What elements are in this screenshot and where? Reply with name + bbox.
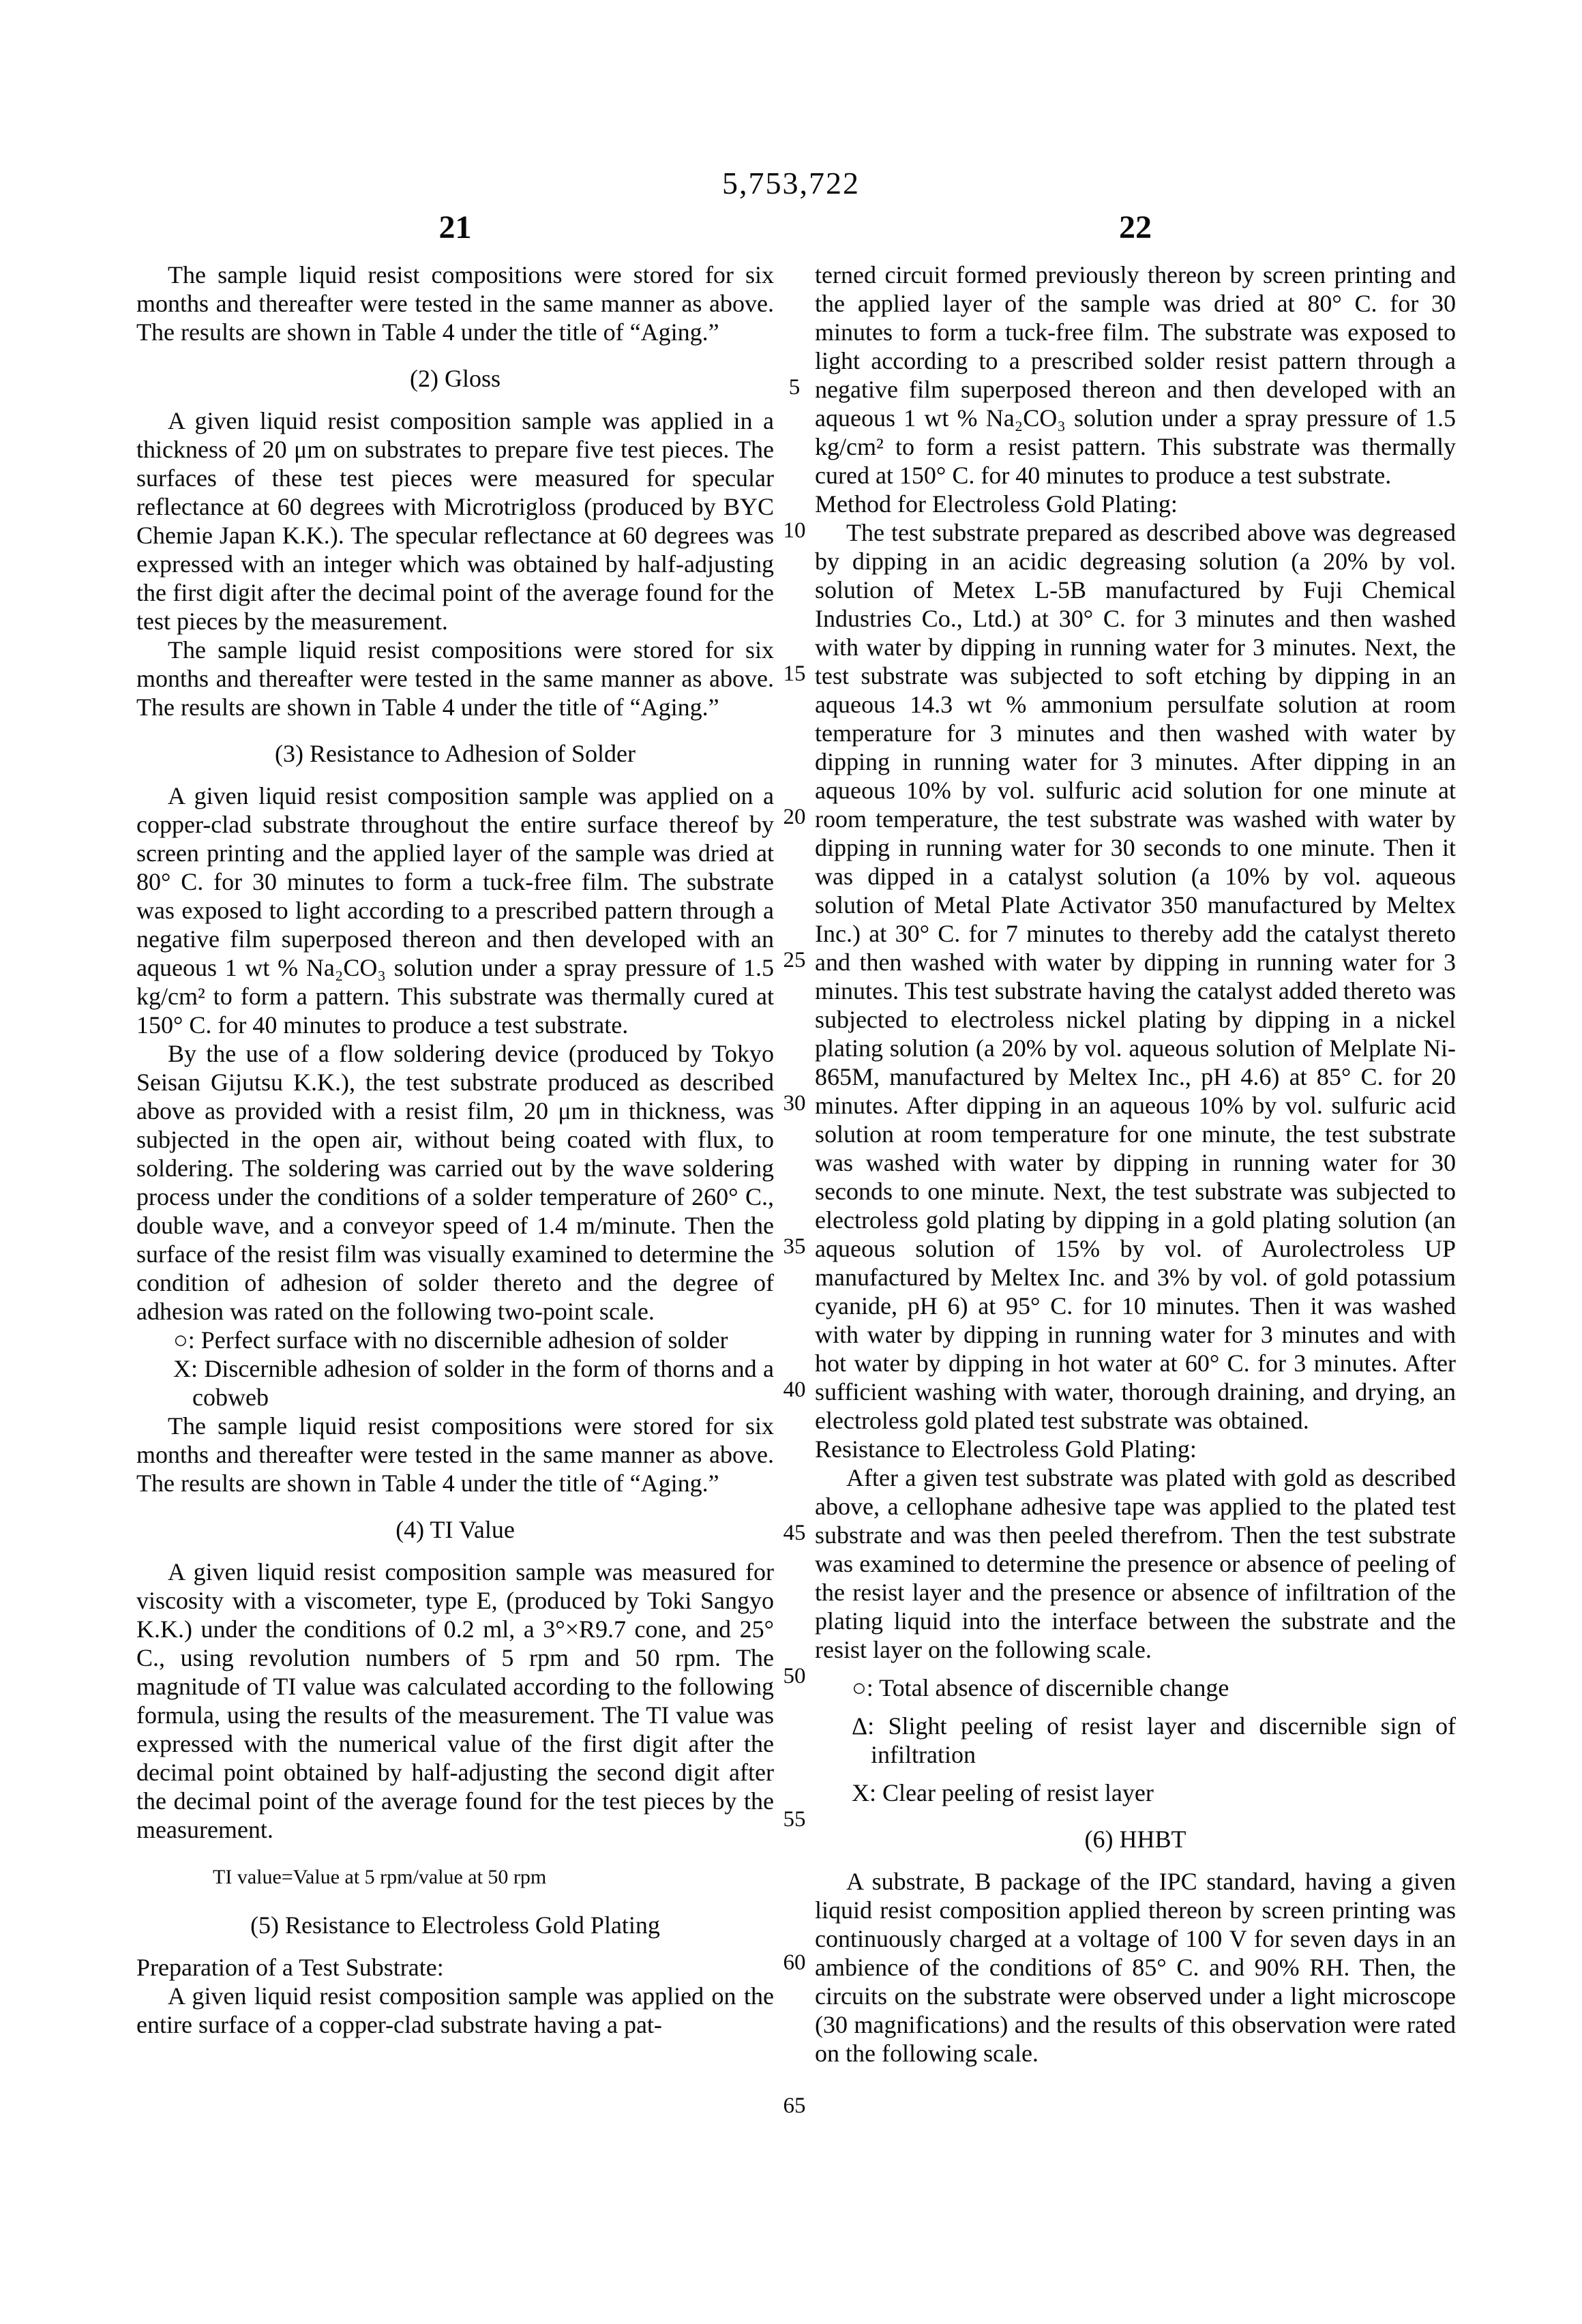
line-number: 50 [783,1664,806,1688]
patent-number: 5,753,722 [722,166,860,200]
column-right [815,260,1456,2068]
paragraph: A given liquid resist composition sample was applied on the entire surface of a copper-clad substrate having a pat- [136,1982,774,2038]
line-number: 10 [783,518,806,543]
line-number: 20 [783,805,806,829]
rating-scale-item: X: Discernible adhesion of solder in the form of thorns and a cobweb [173,1355,774,1411]
line-number: 60 [783,1950,806,1975]
subheading: Method for Electroless Gold Plating: [815,490,1178,518]
line-number: 15 [783,661,806,686]
line-number: 30 [783,1091,806,1116]
line-number: 45 [783,1521,806,1545]
rating-scale-item: Δ: Slight peeling of resist layer and discernible sign of infiltration [852,1712,1456,1768]
section-heading: (4) TI Value [395,1516,515,1543]
section-heading: (2) Gloss [410,365,501,392]
section-heading: (6) HHBT [1084,1826,1186,1853]
rating-scale-item: ○: Perfect surface with no discernible adhesion of solder [173,1326,728,1354]
page-number-right: 22 [1119,209,1152,245]
paragraph: The test substrate prepared as described above was degreased by dipping in an acidic degreasing solution (a 20% by vol. solution of Metex L-5B manufactured by Fuji Chemical Industries Co., Ltd.) at 30° C. for 3 minutes and then washed with water by dipping in running water for 3 minutes. Next, the test substrate was subjected to soft etching by dipping in an aqueous 14.3 wt % ammonium persulfate solution at room temperature for 3 minutes and then washed with water by dipping in running water for 3 minutes. After dipping in an aqueous 10% by vol. sulfuric acid solution for one minute at room temperature, the test substrate was washed with water by dipping in running water for 30 seconds to one minute. Then it was dipped in a catalyst solution (a 10% by vol. aqueous solution of Metal Plate Activator 350 manufactured by Meltex Inc.) at 30° C. for 7 minutes to thereby add the catalyst thereto and then washed with water by dipping in running water for 3 minutes. This test substrate having the catalyst added thereto was subjected to electroless nickel plating by dipping in a nickel plating solution (a 20% by vol. aqueous solution of Melplate Ni-865M, manufactured by Meltex Inc., pH 4.6) at 85° C. for 20 minutes. After dipping in an aqueous 10% by vol. sulfuric acid solution at room temperature for one minute, the test substrate was washed with water by dipping in running water for 30 seconds to one minute. Next, the test substrate was subjected to electroless gold plating by dipping in a gold plating solution (an aqueous solution of 15% by vol. of Aurolectroless UP manufactured by Meltex Inc. and 3% by vol. of gold potassium cyanide, pH 6) at 95° C. for 10 minutes. Then it was washed with water by dipping in running water for 3 minutes and with hot water by dipping in hot water at 60° C. for 3 minutes. After sufficient washing with water, thorough draining, and drying, an electroless gold plated test substrate was obtained. [815,519,1456,1434]
line-number: 35 [783,1234,806,1259]
line-number: 65 [783,2094,806,2118]
line-number: 5 [788,375,801,400]
formula: TI value=Value at 5 rpm/value at 50 rpm [213,1866,547,1888]
rating-scale-item: X: Clear peeling of resist layer [852,1779,1154,1806]
paragraph: After a given test substrate was plated with gold as described above, a cellophane adhesive tape was applied to the plated test substrate and was then peeled therefrom. Then the test substrate was examined to determine the presence or absence of peeling of the resist layer and the presence or absence of infiltration of the plating liquid into the interface between the substrate and the resist layer on the following scale. [815,1464,1456,1663]
paragraph: A given liquid resist composition sample was applied in a thickness of 20 μm on substrates to prepare five test pieces. The surfaces of these test pieces were measured for specular reflectance at 60 degrees with Microtrigloss (produced by BYC Chemie Japan K.K.). The specular reflectance at 60 degrees was expressed with an integer which was obtained by half-adjusting the first digit after the decimal point of the average found for the test pieces by the measurement. [136,407,774,635]
rating-scale-item: ○: Total absence of discernible change [852,1674,1229,1701]
column-left [136,260,774,2039]
paragraph: The sample liquid resist compositions were stored for six months and thereafter were tested in the same manner as above. The results are shown in Table 4 under the title of “Aging.” [136,261,774,346]
subheading: Resistance to Electroless Gold Plating: [815,1435,1197,1463]
subheading: Preparation of a Test Substrate: [136,1954,444,1981]
line-number: 40 [783,1377,806,1402]
page-number-left: 21 [438,209,472,245]
paragraph: The sample liquid resist compositions were stored for six months and thereafter were tested in the same manner as above. The results are shown in Table 4 under the title of “Aging.” [136,636,774,721]
paragraph: The sample liquid resist compositions were stored for six months and thereafter were tested in the same manner as above. The results are shown in Table 4 under the title of “Aging.” [136,1412,774,1497]
paragraph: A given liquid resist composition sample was measured for viscosity with a viscometer, type E, (produced by Toki Sangyo K.K.) under the conditions of 0.2 ml, a 3°×R9.7 cone, and 25° C., using revolution numbers of 5 rpm and 50 rpm. The magnitude of TI value was calculated according to the following formula, using the results of the measurement. The TI value was expressed with the numerical value of the first digit after the decimal point obtained by half-adjusting the second digit after the decimal point of the average found for the test pieces by the measurement. [136,1558,774,1843]
section-heading: (5) Resistance to Electroless Gold Plating [250,1911,660,1939]
paragraph: A substrate, B package of the IPC standard, having a given liquid resist composition applied thereon by screen printing was continuously charged at a voltage of 100 V for seven days in an ambience of the conditions of 85° C. and 90% RH. Then, the circuits on the substrate were observed under a light microscope (30 magnifications) and the results of this observation were rated on the following scale. [815,1868,1456,2067]
line-number: 55 [783,1807,806,1832]
paragraph: terned circuit formed previously thereon by screen printing and the applied layer of the sample was dried at 80° C. for 30 minutes to form a tuck-free film. The substrate was exposed to light according to a prescribed solder resist pattern through a negative film superposed thereon and then developed with an aqueous 1 wt % Na₂CO₃ solution under a spray pressure of 1.5 kg/cm² to form a resist pattern. This substrate was thermally cured at 150° C. for 40 minutes to produce a test substrate. [815,261,1456,489]
paragraph: A given liquid resist composition sample was applied on a copper-clad substrate throughout the entire surface thereof by screen printing and the applied layer of the sample was dried at 80° C. for 30 minutes to form a tuck-free film. The substrate was exposed to light according to a prescribed pattern through a negative film superposed thereon and then developed with an aqueous 1 wt % Na₂CO₃ solution under a spray pressure of 1.5 kg/cm² to form a pattern. This substrate was thermally cured at 150° C. for 40 minutes to produce a test substrate. [136,782,774,1039]
line-number: 25 [783,948,806,972]
paragraph: By the use of a flow soldering device (produced by Tokyo Seisan Gijutsu K.K.), the test substrate produced as described above as provided with a resist film, 20 μm in thickness, was subjected in the open air, without being coated with flux, to soldering. The soldering was carried out by the wave soldering process under the conditions of a solder temperature of 260° C., double wave, and a conveyor speed of 1.4 m/minute. Then the surface of the resist film was visually examined to determine the condition of adhesion of solder thereto and the degree of adhesion was rated on the following two-point scale. [136,1040,774,1325]
section-heading: (3) Resistance to Adhesion of Solder [275,740,636,767]
